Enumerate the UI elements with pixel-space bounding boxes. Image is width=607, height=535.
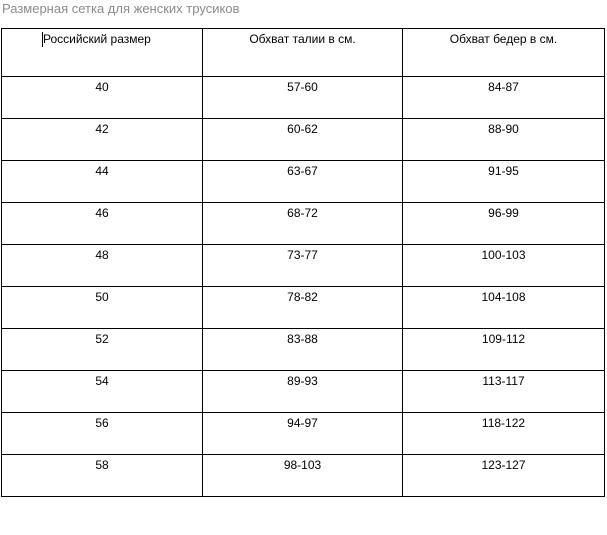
hips-cell[interactable]: 91-95	[403, 161, 605, 203]
waist-cell[interactable]: 94-97	[203, 413, 403, 455]
hips-cell[interactable]: 123-127	[403, 455, 605, 497]
table-row	[2, 329, 605, 371]
size-cell[interactable]: 42	[2, 119, 203, 161]
size-cell[interactable]: 44	[2, 161, 203, 203]
size-cell[interactable]: 48	[2, 245, 203, 287]
size-cell[interactable]: 50	[2, 287, 203, 329]
size-cell[interactable]: 54	[2, 371, 203, 413]
page-title: Размерная сетка для женских трусиков	[2, 1, 240, 16]
waist-cell[interactable]: 68-72	[203, 203, 403, 245]
hips-cell[interactable]: 118-122	[403, 413, 605, 455]
waist-cell[interactable]: 60-62	[203, 119, 403, 161]
hips-cell[interactable]: 84-87	[403, 77, 605, 119]
table-header-row	[2, 29, 605, 77]
waist-cell[interactable]: 73-77	[203, 245, 403, 287]
hips-cell[interactable]: 88-90	[403, 119, 605, 161]
size-cell[interactable]: 58	[2, 455, 203, 497]
header-russian-size-label: Российский размер	[43, 32, 151, 46]
hips-cell[interactable]: 104-108	[403, 287, 605, 329]
size-table	[1, 28, 605, 497]
waist-cell[interactable]: 63-67	[203, 161, 403, 203]
table-body	[2, 77, 605, 497]
header-russian-size[interactable]	[2, 29, 203, 77]
waist-cell[interactable]: 83-88	[203, 329, 403, 371]
table-row	[2, 119, 605, 161]
hips-cell[interactable]: 96-99	[403, 203, 605, 245]
table-row	[2, 455, 605, 497]
table-row	[2, 77, 605, 119]
size-cell[interactable]: 46	[2, 203, 203, 245]
header-hips[interactable]: Обхват бедер в см.	[403, 29, 605, 77]
hips-cell[interactable]: 100-103	[403, 245, 605, 287]
table-row	[2, 245, 605, 287]
table-row	[2, 203, 605, 245]
size-cell[interactable]: 52	[2, 329, 203, 371]
hips-cell[interactable]: 109-112	[403, 329, 605, 371]
size-cell[interactable]: 56	[2, 413, 203, 455]
table-row	[2, 413, 605, 455]
waist-cell[interactable]: 89-93	[203, 371, 403, 413]
table-row	[2, 287, 605, 329]
header-waist[interactable]: Обхват талии в см.	[203, 29, 403, 77]
waist-cell[interactable]: 98-103	[203, 455, 403, 497]
hips-cell[interactable]: 113-117	[403, 371, 605, 413]
waist-cell[interactable]: 78-82	[203, 287, 403, 329]
size-cell[interactable]: 40	[2, 77, 203, 119]
table-row	[2, 161, 605, 203]
waist-cell[interactable]: 57-60	[203, 77, 403, 119]
table-row	[2, 371, 605, 413]
